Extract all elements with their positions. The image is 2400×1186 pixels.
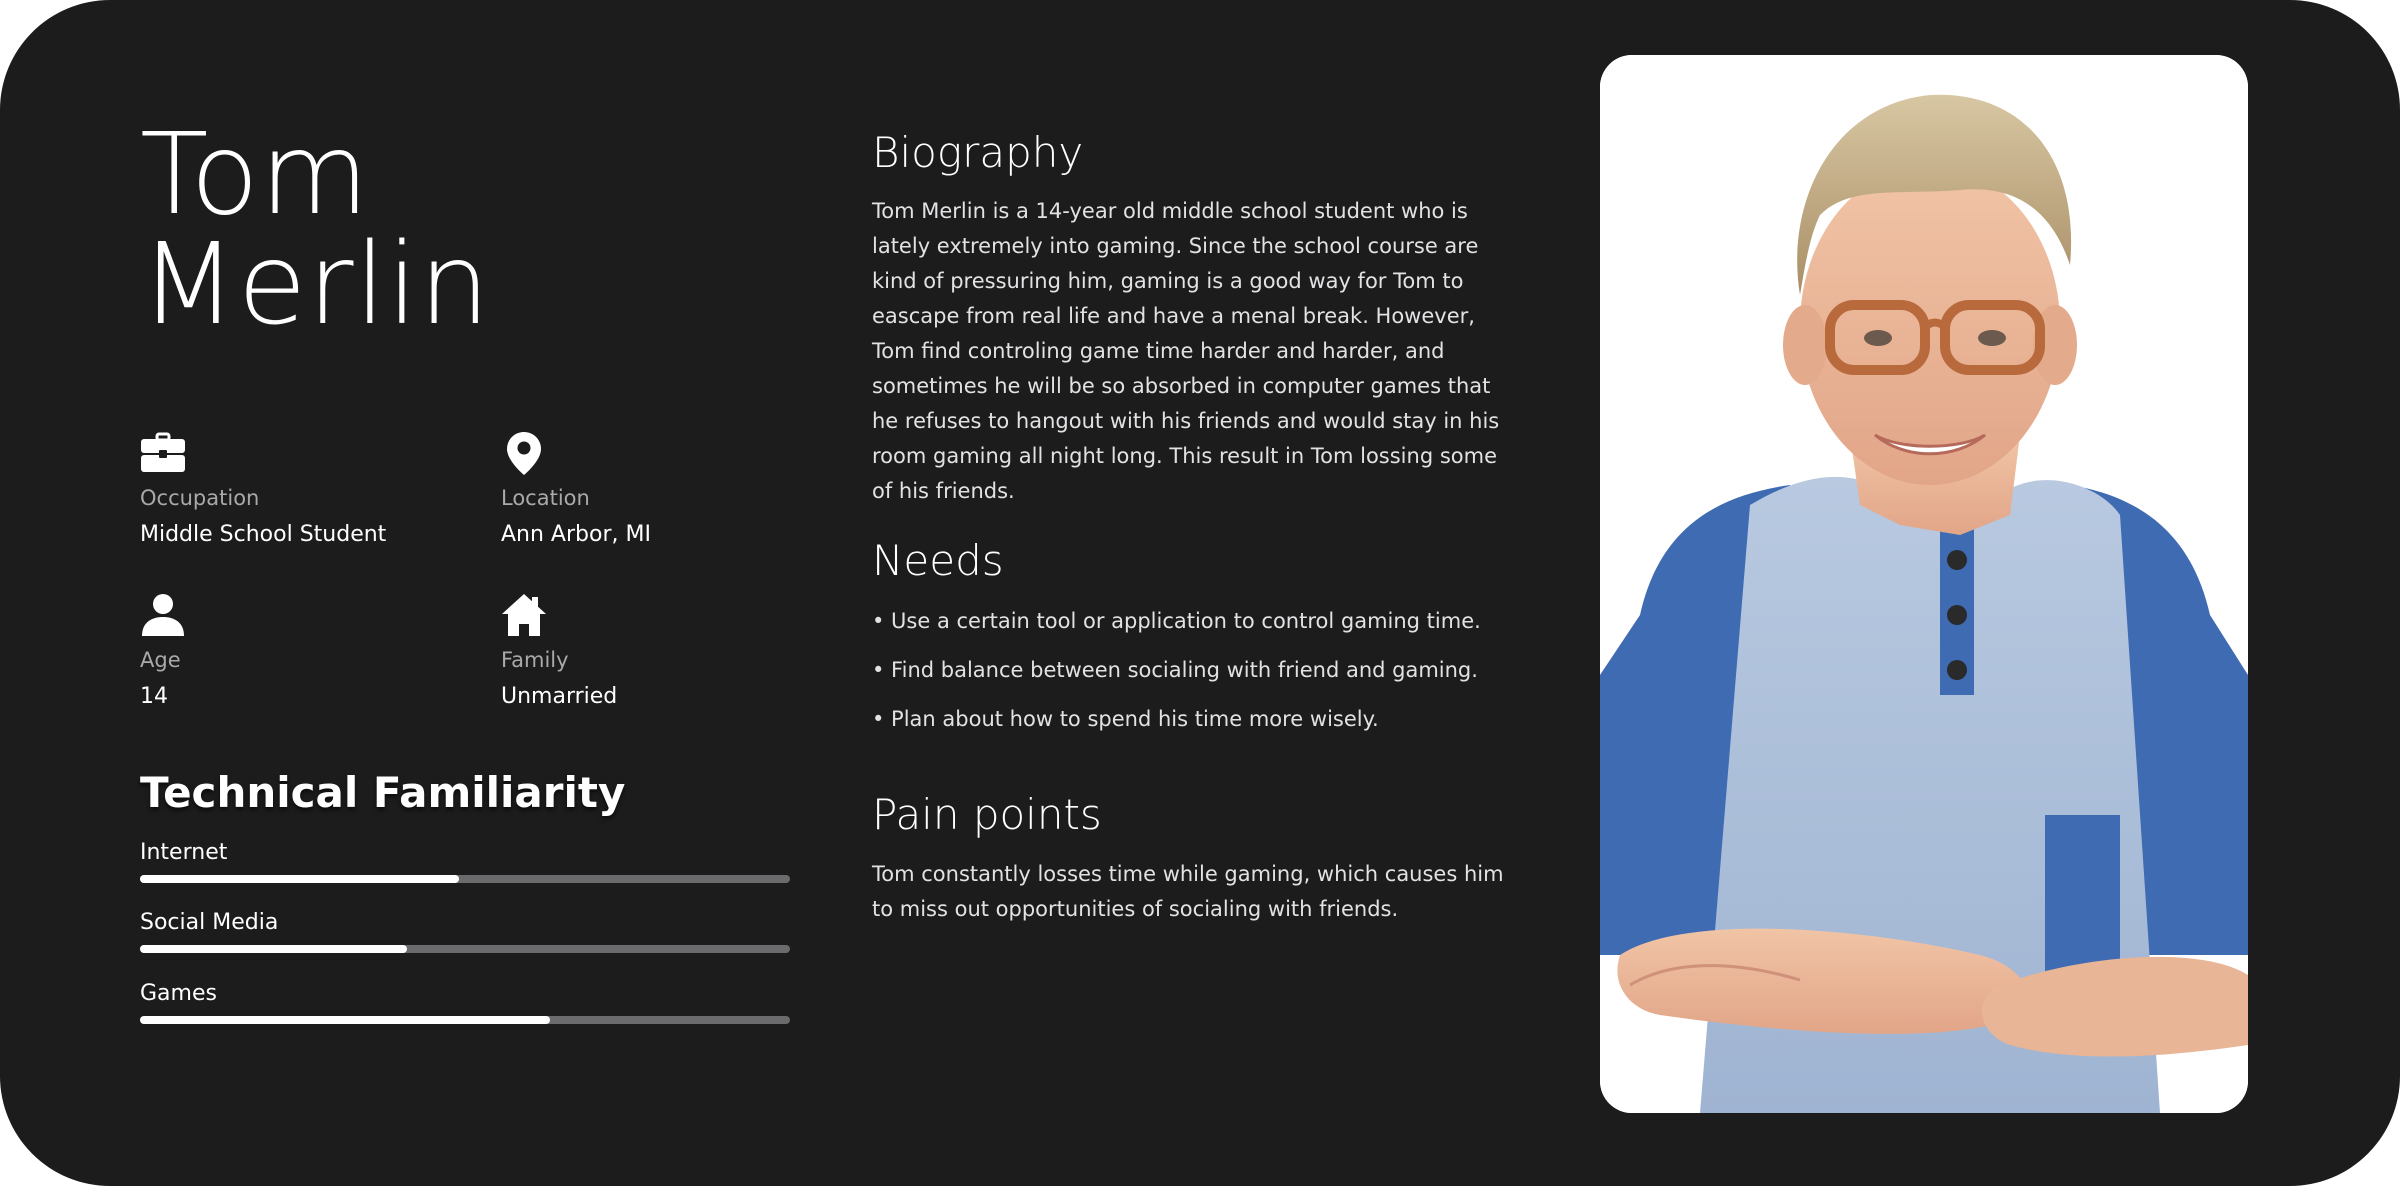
skill-label: Games <box>140 981 217 1006</box>
skill-label: Internet <box>140 840 228 865</box>
skill-bar-track <box>140 875 790 883</box>
technical-familiarity-title: Technical Familiarity <box>140 768 626 817</box>
skill-internet <box>140 840 790 883</box>
skill-bar-track <box>140 945 790 953</box>
pain-points-title: Pain points <box>872 790 1102 839</box>
age-value: 14 <box>140 684 168 709</box>
pain-points-text: Tom constantly losses time while gaming, which causes him to miss out opportunities of socialing with friends. <box>872 862 1504 921</box>
skill-label: Social Media <box>140 910 279 935</box>
age-block <box>140 592 480 709</box>
needs-item: • Use a certain tool or application to control gaming time. <box>872 609 1481 633</box>
location-value: Ann Arbor, MI <box>501 522 651 547</box>
person-icon <box>140 592 186 638</box>
needs-item: • Plan about how to spend his time more wisely. <box>872 707 1379 731</box>
occupation-block <box>140 430 480 547</box>
boy-portrait-image <box>1600 55 2248 1113</box>
skill-social-media <box>140 910 790 953</box>
skill-bar-track <box>140 1016 790 1024</box>
last-name: Merlin <box>140 220 491 350</box>
skill-games <box>140 981 790 1024</box>
age-label: Age <box>140 648 181 672</box>
location-block <box>501 430 841 547</box>
needs-list <box>872 600 1481 747</box>
family-label: Family <box>501 648 569 672</box>
persona-name <box>140 110 491 350</box>
needs-title: Needs <box>872 536 1004 585</box>
family-block <box>501 592 841 709</box>
home-icon <box>501 592 547 638</box>
skill-bar-fill <box>140 945 407 953</box>
location-label: Location <box>501 486 590 510</box>
location-pin-icon <box>501 430 547 476</box>
skill-bar-fill <box>140 875 459 883</box>
persona-photo <box>1600 55 2248 1113</box>
needs-item: • Find balance between socialing with friend and gaming. <box>872 658 1478 682</box>
occupation-label: Occupation <box>140 486 260 510</box>
occupation-value: Middle School Student <box>140 522 387 547</box>
family-value: Unmarried <box>501 684 618 709</box>
briefcase-icon <box>140 430 186 476</box>
first-name: Tom <box>140 110 371 240</box>
biography-title: Biography <box>872 128 1084 177</box>
skill-bar-fill <box>140 1016 550 1024</box>
biography-text: Tom Merlin is a 14-year old middle school student who is lately extremely into gaming. Since the school course are kind of pressuring him, gaming is a good way for Tom to eascape from real life and have a menal break. However, Tom find controling game time harder and harder, and sometimes he will be so absorbed in computer games that he refuses to hangout with his friends and would stay in his room gaming all night long. This result in Tom lossing some of his friends. <box>872 199 1500 503</box>
